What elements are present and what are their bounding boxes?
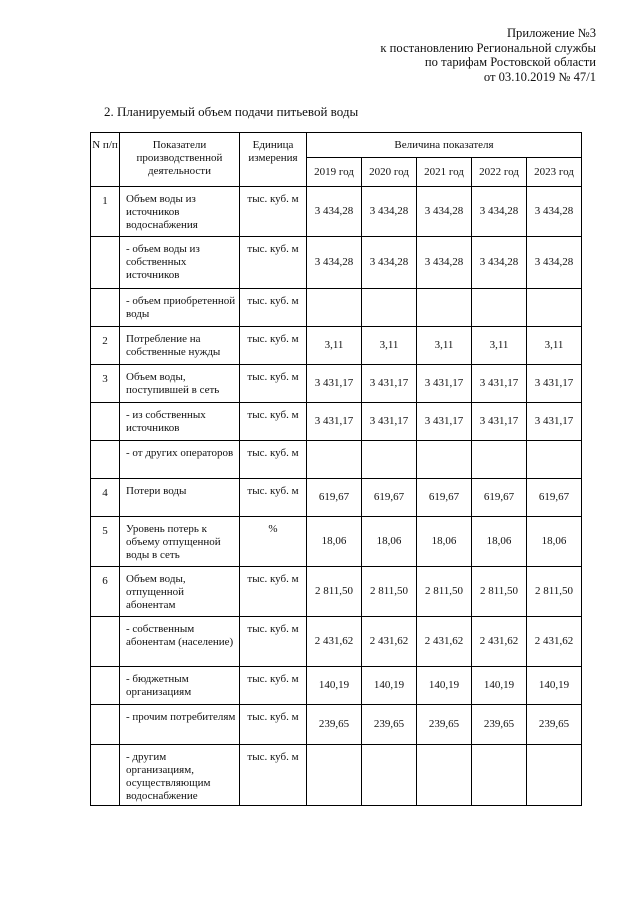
indicator-name: Объем воды, поступившей в сеть — [120, 365, 240, 403]
table-row — [91, 517, 582, 567]
value-cell — [362, 441, 417, 479]
value-cell: 3 434,28 — [307, 237, 362, 289]
row-number: 3 — [91, 365, 120, 403]
table-row — [91, 705, 582, 745]
row-number: 2 — [91, 327, 120, 365]
header-line-1: Приложение №3 — [506, 26, 596, 40]
unit-cell: тыс. куб. м — [240, 479, 307, 517]
value-cell: 239,65 — [417, 705, 472, 745]
year-header: 2021 год — [417, 158, 472, 187]
value-cell: 2 811,50 — [527, 567, 582, 617]
value-cell: 3 434,28 — [417, 187, 472, 237]
value-cell: 3 431,17 — [417, 403, 472, 441]
header-line-2: к постановлению Региональной службы — [380, 40, 596, 55]
table-row — [91, 365, 582, 403]
value-cell: 619,67 — [472, 479, 527, 517]
value-cell — [417, 745, 472, 806]
value-cell: 18,06 — [307, 517, 362, 567]
value-cell: 3 431,17 — [307, 365, 362, 403]
unit-cell: тыс. куб. м — [240, 441, 307, 479]
value-cell: 3 431,17 — [417, 365, 472, 403]
value-cell — [307, 441, 362, 479]
value-cell: 2 811,50 — [417, 567, 472, 617]
value-cell: 140,19 — [362, 667, 417, 705]
indicator-name: - прочим потребителям — [120, 705, 240, 745]
value-cell — [527, 441, 582, 479]
value-cell: 3 431,17 — [307, 403, 362, 441]
value-cell — [362, 289, 417, 327]
value-cell: 3 431,17 — [472, 365, 527, 403]
unit-cell: тыс. куб. м — [240, 365, 307, 403]
value-cell: 2 811,50 — [307, 567, 362, 617]
year-header: 2022 год — [472, 158, 527, 187]
table-row — [91, 567, 582, 617]
value-cell: 619,67 — [362, 479, 417, 517]
value-cell: 2 431,62 — [307, 617, 362, 667]
row-number: 1 — [91, 187, 120, 237]
indicator-name: Уровень потерь к объему отпущенной воды в сеть — [120, 517, 240, 567]
water-supply-table — [90, 132, 582, 806]
value-cell: 3 434,28 — [472, 187, 527, 237]
value-cell: 3,11 — [307, 327, 362, 365]
value-cell: 3 434,28 — [362, 187, 417, 237]
indicator-name: - объем воды из собственных источников — [120, 237, 240, 289]
document-header — [380, 26, 596, 84]
year-header: 2019 год — [307, 158, 362, 187]
header-line-3: по тарифам Ростовской области — [424, 55, 596, 70]
value-cell: 619,67 — [527, 479, 582, 517]
value-cell: 3 434,28 — [527, 187, 582, 237]
indicator-name: - из собственных источников — [120, 403, 240, 441]
table-row — [91, 289, 582, 327]
value-cell — [472, 289, 527, 327]
table-row — [91, 187, 582, 237]
indicator-name: Объем воды из источников водоснабжения — [120, 187, 240, 237]
unit-cell: % — [240, 517, 307, 567]
value-cell: 619,67 — [417, 479, 472, 517]
row-number: 4 — [91, 479, 120, 517]
value-cell: 3 434,28 — [307, 187, 362, 237]
value-cell: 3 431,17 — [527, 365, 582, 403]
table-row — [91, 745, 582, 806]
table-row — [91, 237, 582, 289]
table-row — [91, 667, 582, 705]
value-cell: 140,19 — [472, 667, 527, 705]
row-number — [91, 403, 120, 441]
table-row — [91, 403, 582, 441]
table-row — [91, 441, 582, 479]
value-cell: 3 434,28 — [472, 237, 527, 289]
year-header: 2020 год — [362, 158, 417, 187]
value-cell — [472, 745, 527, 806]
unit-cell: тыс. куб. м — [240, 289, 307, 327]
value-cell — [307, 289, 362, 327]
col-header-name: Показатели производственной деятельности — [120, 133, 240, 187]
value-cell: 239,65 — [527, 705, 582, 745]
value-cell — [527, 745, 582, 806]
value-cell: 3,11 — [362, 327, 417, 365]
indicator-name: Объем воды, отпущенной абонентам — [120, 567, 240, 617]
section-title: 2. Планируемый объем подачи питьевой воды — [104, 104, 359, 119]
value-cell: 140,19 — [527, 667, 582, 705]
value-cell: 3 434,28 — [362, 237, 417, 289]
indicator-name: Потребление на собственные нужды — [120, 327, 240, 365]
value-cell: 2 811,50 — [362, 567, 417, 617]
unit-cell: тыс. куб. м — [240, 567, 307, 617]
unit-cell: тыс. куб. м — [240, 667, 307, 705]
value-cell: 2 431,62 — [472, 617, 527, 667]
value-cell: 18,06 — [417, 517, 472, 567]
value-cell: 18,06 — [362, 517, 417, 567]
row-number — [91, 745, 120, 806]
value-cell: 239,65 — [307, 705, 362, 745]
year-header: 2023 год — [527, 158, 582, 187]
unit-cell: тыс. куб. м — [240, 705, 307, 745]
value-cell: 3 431,17 — [527, 403, 582, 441]
value-cell: 3,11 — [417, 327, 472, 365]
value-cell — [417, 289, 472, 327]
value-cell: 2 431,62 — [417, 617, 472, 667]
header-line-4: от 03.10.2019 № 47/1 — [483, 69, 596, 84]
value-cell — [362, 745, 417, 806]
indicator-name: - объем приобретенной воды — [120, 289, 240, 327]
value-cell: 3 434,28 — [417, 237, 472, 289]
value-cell: 3 431,17 — [362, 365, 417, 403]
row-number: 5 — [91, 517, 120, 567]
value-cell: 239,65 — [472, 705, 527, 745]
value-cell — [527, 289, 582, 327]
col-header-value: Величина показателя — [307, 133, 582, 158]
row-number: 6 — [91, 567, 120, 617]
value-cell: 18,06 — [472, 517, 527, 567]
value-cell: 3 434,28 — [527, 237, 582, 289]
value-cell: 18,06 — [527, 517, 582, 567]
indicator-name: - собственным абонентам (население) — [120, 617, 240, 667]
value-cell: 140,19 — [307, 667, 362, 705]
value-cell: 239,65 — [362, 705, 417, 745]
value-cell: 2 811,50 — [472, 567, 527, 617]
value-cell: 3,11 — [527, 327, 582, 365]
row-number — [91, 667, 120, 705]
table-body — [91, 187, 582, 806]
table-row — [91, 327, 582, 365]
indicator-name: - бюджетным организациям — [120, 667, 240, 705]
row-number — [91, 289, 120, 327]
indicator-name: Потери воды — [120, 479, 240, 517]
col-header-unit: Единица измерения — [240, 133, 307, 187]
row-number — [91, 617, 120, 667]
value-cell: 140,19 — [417, 667, 472, 705]
indicator-name: - от других операторов — [120, 441, 240, 479]
value-cell — [417, 441, 472, 479]
indicator-name: - другим организациям, осуществляющим водоснабжение — [120, 745, 240, 806]
row-number — [91, 237, 120, 289]
value-cell: 3 431,17 — [362, 403, 417, 441]
value-cell — [472, 441, 527, 479]
value-cell: 619,67 — [307, 479, 362, 517]
value-cell: 2 431,62 — [362, 617, 417, 667]
row-number — [91, 705, 120, 745]
value-cell — [307, 745, 362, 806]
unit-cell: тыс. куб. м — [240, 403, 307, 441]
value-cell: 3,11 — [472, 327, 527, 365]
table-row — [91, 617, 582, 667]
value-cell: 2 431,62 — [527, 617, 582, 667]
unit-cell: тыс. куб. м — [240, 327, 307, 365]
unit-cell: тыс. куб. м — [240, 237, 307, 289]
row-number — [91, 441, 120, 479]
unit-cell: тыс. куб. м — [240, 745, 307, 806]
unit-cell: тыс. куб. м — [240, 187, 307, 237]
value-cell: 3 431,17 — [472, 403, 527, 441]
table-row — [91, 479, 582, 517]
col-header-num: N п/п — [91, 133, 120, 187]
unit-cell: тыс. куб. м — [240, 617, 307, 667]
